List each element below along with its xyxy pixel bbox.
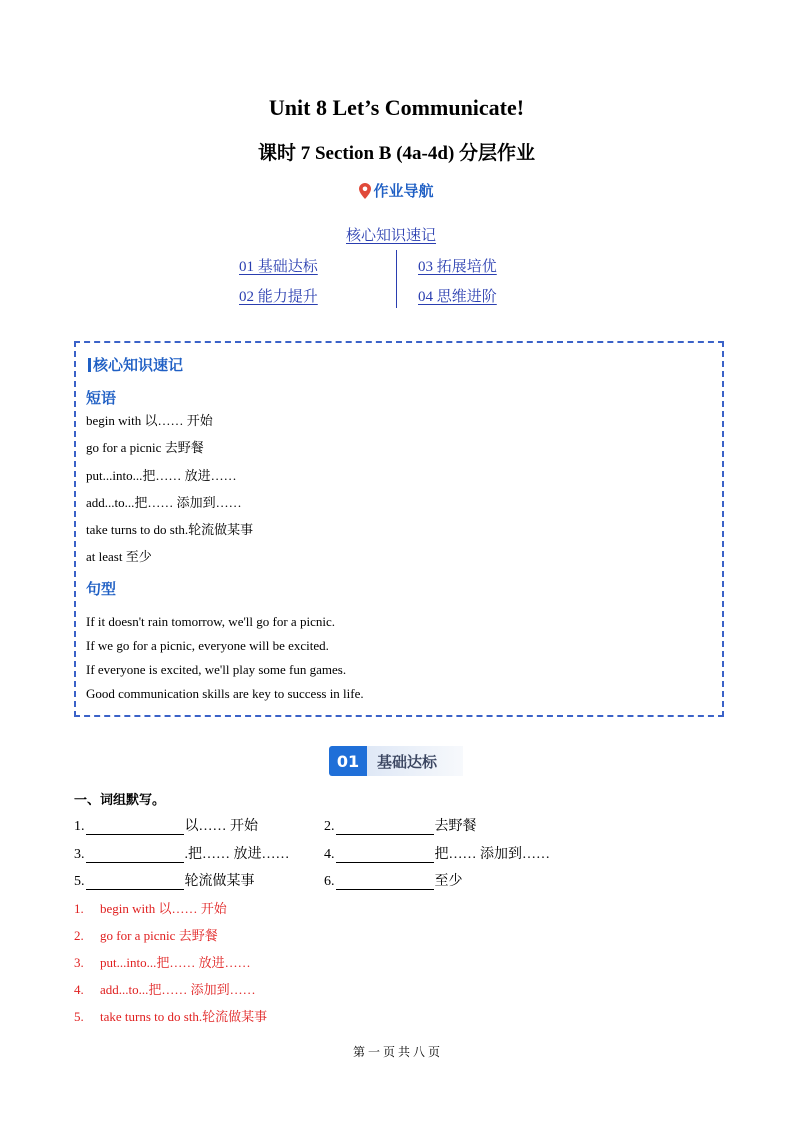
section-number: 01 [329,746,367,776]
phrase-item: put...into...把…… 放进…… [86,468,237,483]
sentences-heading: 句型 [86,580,117,598]
section-label: 基础达标 [367,746,463,776]
phrases-heading: 短语 [86,389,117,407]
homework-nav-label: 作业导航 [373,182,434,200]
answer-item: 2. go for a picnic 去野餐 [74,928,218,943]
sentence-item: If everyone is excited, we'll play some fun games. [86,662,347,677]
answer-item: 4. add...to...把…… 添加到…… [74,982,256,997]
sentence-item: If it doesn't rain tomorrow, we'll go for a picnic. [86,614,335,629]
nav-divider [396,250,397,308]
answer-item: 5. take turns to do sth.轮流做某事 [74,1009,268,1024]
answer-item: 1. begin with 以…… 开始 [74,901,227,916]
blank-line[interactable] [336,876,434,890]
phrase-item: take turns to do sth.轮流做某事 [86,522,254,537]
blank-item-5[interactable]: 5. 轮流做某事 [74,874,255,889]
sentence-item: Good communication skills are key to success in life. [86,686,364,701]
blank-item-3[interactable]: 3. .把…… 放进…… [74,847,290,862]
section-badge [329,746,463,776]
sentence-item: If we go for a picnic, everyone will be excited. [86,638,329,653]
phrase-item: go for a picnic 去野餐 [86,440,204,455]
phrase-item: at least 至少 [86,549,152,564]
nav-link-04[interactable]: 04 思维进阶 [418,289,497,305]
answer-item: 3. put...into...把…… 放进…… [74,955,251,970]
page-subtitle: 课时 7 Section B (4a-4d) 分层作业 [257,143,536,164]
nav-link-02[interactable]: 02 能力提升 [239,289,318,305]
location-pin-icon [359,183,371,203]
blank-line[interactable] [336,849,434,863]
blank-line[interactable] [86,849,184,863]
blank-item-6[interactable]: 6. 至少 [324,874,463,889]
knowledge-box-title: 核心知识速记 [88,354,183,375]
blank-item-2[interactable]: 2. 去野餐 [324,819,477,834]
page-title: Unit 8 Let’s Communicate! [268,95,525,120]
blank-item-4[interactable]: 4. 把…… 添加到…… [324,847,550,862]
phrase-item: begin with 以…… 开始 [86,413,213,428]
blank-line[interactable] [86,821,184,835]
blank-line[interactable] [86,876,184,890]
blank-item-1[interactable]: 1. 以…… 开始 [74,819,258,834]
nav-link-01[interactable]: 01 基础达标 [239,259,318,275]
blank-line[interactable] [336,821,434,835]
question-heading: 一、词组默写。 [74,793,166,808]
homework-nav-heading [0,180,793,203]
title-bar-icon [88,358,91,372]
nav-link-summary[interactable]: 核心知识速记 [346,228,437,244]
nav-link-03[interactable]: 03 拓展培优 [418,259,497,275]
phrase-item: add...to...把…… 添加到…… [86,495,242,510]
page-footer: 第 一 页 共 八 页 [352,1045,440,1059]
